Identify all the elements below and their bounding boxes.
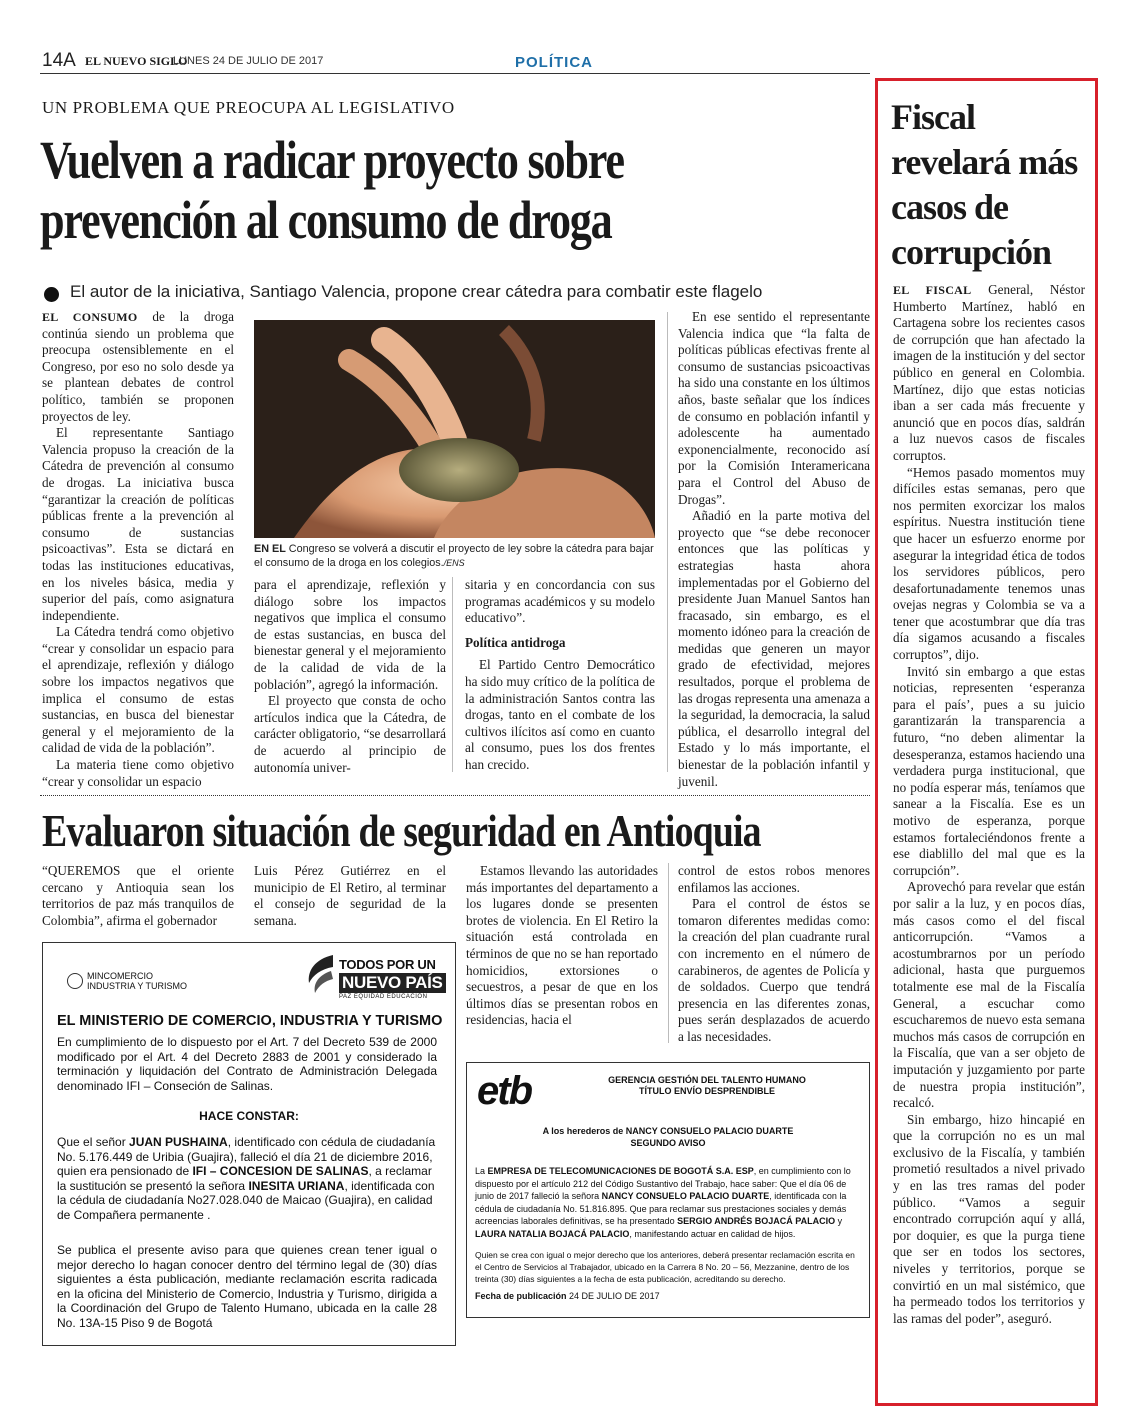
paragraph: control de estos robos menores enfilamos las acciones.	[678, 863, 870, 895]
lead-in: EL FISCAL	[893, 283, 972, 297]
paragraph: La Cátedra tendrá como objetivo “crear y consolidar un espacio para el aprendizaje, reflexión y diálogo sobre los impactos negativos que implica el consumo de estas sustancias, en busca del bienestar general y el mejoramiento de la calidad de vida de la población”.	[42, 624, 234, 756]
photo-caption	[254, 542, 655, 570]
paragraph: para el aprendizaje, reflexión y diálogo sobre los impactos negativos que implica el consumo de estas sustancias, en busca del bienestar general y el mejoramiento de la calidad de vida de la población”, agregó la información.	[254, 577, 446, 692]
paragraph: Aprovechó para revelar que están por salir a la luz, y en pocos días, más casos como el del fiscal anticorrupción. “Vamos a acostumbrarnos por un período adicional, hasta que purguemos totalmente ese mal de la Fiscalía General, a escuchar como escucharemos de nuevo esta semana muchos más casos de corrupción en la Fiscalía, que van a ser objeto de imputación y juzgamiento por parte de nuestra propia institución”, recalcó.	[893, 879, 1085, 1111]
logo-line: MINCOMERCIO	[87, 971, 153, 981]
paper-name: EL NUEVO SIGLO	[85, 54, 188, 68]
page-number: 14A	[42, 50, 76, 71]
sidebar-body	[893, 282, 1085, 1327]
ad-paragraph: En cumplimiento de lo dispuesto por el Art. 7 del Decreto 539 de 2000 modificado por el Art. 4 del Decreto 2883 de 2001 y considerado la terminación y liquidación del Contrato de Administración Delegada denominado IFI – Conseción de Salinas.	[57, 1035, 437, 1093]
sidebar-headline: Fiscal revelará más casos de corrupción	[891, 97, 1078, 272]
header-rule	[40, 73, 870, 74]
paragraph: de la droga continúa siendo un problema que preocupa ostensiblemente en el Congreso, por eso no solo desde ya se plantean debates de control político, también se proponen proyectos de ley.	[42, 309, 234, 424]
text: y	[835, 1216, 843, 1226]
logo-line: INDUSTRIA Y TURISMO	[87, 981, 188, 991]
paragraph: El representante Santiago Valencia propuso la creación de la Cátedra de prevención al consumo de drogas. La iniciativa busca “garantizar la creación de políticas públicas frente a la prevención al consumo de sustancias psicoactivas”. Esta se dictará en todas las instituciones educativas, en los niveles básica, media y superior del país, como asignatura independiente.	[42, 425, 234, 623]
text: , identificado con cédula de ciudadanía No. 5.176.449 de Uribia (Guajira), falleció el día 21 de diciembre 2016, quien era pensionado de	[57, 1135, 436, 1178]
text: , identificada con la cédula de ciudadanía No27.028.040 de Maicao (Guajira), en calidad de Compañera permanente .	[57, 1178, 435, 1222]
lead-in: EL CONSUMO	[42, 310, 138, 324]
second-col-4	[678, 863, 870, 1046]
paragraph: “Hemos pasado momentos muy difíciles estas semanas, pero que nos permiten exorcizar los malos espíritus. Nuestra institución tiene que hacer un esfuerzo enorme por asegurar la integridad ética de todos los servidores públicos, pero desafortunadamente tenemos unas ovejas negras y Colombia se va a tener que acostumbrar que día tras día sigamos acusando a fiscales corruptos”, dijo.	[893, 464, 1085, 663]
issue-date: LUNES 24 DE JULIO DE 2017	[173, 55, 324, 67]
paragraph: En ese sentido el representante Valencia indica que “la falta de políticas públicas efectivas frente al consumo de sustancias psicoactivas ha sido una constante en los últimos años, baste señalar que los índices de consumo en población infantil y adolescente ha aumentado exponencialmente, reconocido así por la Comisión Interamericana para el Control del Abuso de Drogas”.	[678, 309, 870, 507]
text: Que el señor	[57, 1135, 130, 1149]
second-headline: Evaluaron situación de seguridad en Antioquia	[42, 806, 761, 856]
photo-credit: /ENS	[443, 558, 465, 568]
paragraph: Invitó sin embargo a que estas noticias, representen ‘esperanza para el país’, pues a su juicio garantizarán la transparencia a futuro, “no deben alimentar la desesperanza, estamos haciendo una verdadera purga institucional, que no podía esperar más, teníamos que sanear a la Fiscalía. Ese es un motivo de esperanza, porque estamos fortaleciéndonos frente a ese diablillo del mal que es la corrupción”.	[893, 663, 1085, 878]
deck-bullet-icon	[44, 287, 59, 302]
section-label: POLÍTICA	[515, 54, 593, 71]
recipient-line: SEGUNDO AVISO	[630, 1138, 706, 1148]
paragraph: Para el control de éstos se tomaron diferentes medidas como: la creación del plan cuadrante rural con incremento en el número de carabineros, de agentes de Policía y de soldados. Cuerpo que tendrá presencia en las diferentes zonas, pues serán desplazados de acuerdo a las necesidades.	[678, 896, 870, 1044]
paragraph: El proyecto que consta de ocho artículos indica que la Cátedra, de carácter obligatorio, “se desarrollará de acuerdo al principio de autonomía univer-	[254, 693, 446, 775]
column-rule	[668, 863, 669, 1043]
ad-paragraph	[475, 1165, 863, 1240]
paragraph: Luis Pérez Gutiérrez en el municipio de El Retiro, al terminar el consejo de seguridad de la semana.	[254, 863, 446, 928]
column-rule	[667, 312, 668, 772]
paragraph: El Partido Centro Democrático ha sido muy crítico de la política de la administración Santos contra las drogas, tanto en el combate de los cultivos ilícitos así como en cuanto al consumo, pues los dos frentes han crecido.	[465, 657, 655, 772]
paragraph: Estamos llevando las autoridades más importantes del departamento a los lugares donde se presenten brotes de violencia. En El Retiro la situación está controlada en términos de que no se han reportado homicidios, extorsiones o secuestros, a pesar de que en los últimos días se presentan robos en residencias, hacia el	[466, 863, 658, 1028]
date-value: 24 DE JULIO DE 2017	[566, 1291, 660, 1301]
headline-line-1: Vuelven a radicar proyecto sobre	[40, 130, 624, 190]
ad-recipient	[467, 1125, 869, 1149]
second-col-2	[254, 863, 446, 929]
paragraph: General, Néstor Humberto Martínez, habló en Cartagena sobre los recientes casos de corrupción que han afectado la imagen de la institución y del sector público en general en Colombia. Martínez, dijo que estas noticias iban a ser cada más frecuente y anunció que en pocos días, saldrán a luz nuevos casos de fiscales corruptos.	[893, 282, 1086, 463]
paragraph: Añadió en la parte motiva del proyecto que “se debe reconocer entonces que las políticas y estrategias hasta ahora implementadas por el Gobierno del presidente Juan Manuel Santos han fracasado, sin embargo, es el momento idóneo para la creación de medidas que generen un mayor grado de efectividad, mejores resultados, porque el problema de las drogas representa una amenaza a la seguridad, la democracia, la salud pública, el desarrollo integral del Estado y lo más importante, el bienestar de la población infantil y juvenil.	[678, 508, 870, 789]
kicker: UN PROBLEMA QUE PREOCUPA AL LEGISLATIVO	[42, 98, 455, 117]
text: , identificada con la cédula de ciudadanía No. 51.816.895. Que para reclamar sus prestaciones sociales y demás acreencias laborales definitivas, se ha presentado	[475, 1191, 847, 1226]
ad-head	[557, 1075, 857, 1097]
publication-date	[475, 1291, 660, 1301]
name: JUAN PUSHAINA	[129, 1135, 228, 1149]
main-col-1	[42, 309, 234, 790]
coat-of-arms-icon	[67, 973, 83, 989]
caption-lead: EN EL	[254, 543, 286, 555]
name: IFI – CONCESION DE SALINAS	[192, 1164, 369, 1178]
text: La	[475, 1166, 488, 1176]
main-col-3	[465, 577, 655, 774]
section-separator	[40, 795, 870, 796]
paragraph: Sin embargo, hizo hincapié en que la corrupción no es un mal exclusivo de la Fiscalía, y también prometió resultados a nivel privado y en las tres ramas del poder público. “Vamos a seguir encontrado corrupción aquí y allá, por doquier, es que la purga tiene que ser en todos los sectores, niveles y territorios, porque se convirtió en un mal sistémico, que ha permeado todos los territorios y las ramas del poder”, aseguró.	[893, 1111, 1085, 1326]
subhead: Política antidroga	[465, 634, 566, 650]
brand-line: TODOS POR UN	[339, 957, 436, 972]
text: , manifestando actuar en calidad de hijos.	[629, 1228, 796, 1239]
paragraph: La materia tiene como objetivo “crear y consolidar un espacio	[42, 757, 234, 789]
head-line: GERENCIA GESTIÓN DEL TALENTO HUMANO	[608, 1075, 806, 1085]
paragraph: sitaria y en concordancia con sus programas académicos y su modelo educativo”.	[465, 577, 655, 626]
main-col-4	[678, 309, 870, 790]
main-col-2	[254, 577, 446, 776]
photo-hands-drugs	[254, 320, 655, 538]
caption-text: Congreso se volverá a discutir el proyecto de ley sobre la cátedra para bajar el consumo de la droga en los colegios.	[254, 543, 654, 569]
text: , en cumplimiento con lo dispuesto por el artículo 212 del Código Sustantivo del Trabajo, hace saber: Que el día 06 de junio de 2017 falleció la señora	[475, 1166, 851, 1201]
ad-etb	[466, 1062, 870, 1318]
headline	[40, 130, 624, 250]
ad-title: EL MINISTERIO DE COMERCIO, INDUSTRIA Y TURISMO	[57, 1013, 443, 1029]
column-rule	[452, 577, 453, 772]
ad-paragraph: Se publica el presente aviso para que quienes crean tener igual o mejor derecho lo hagan conocer dentro del término legal de (30) días siguientes a ésta publicación, mediante reclamación escrita radicada en la oficina del Ministerio de Comercio, Industria y Turismo, dirigida a la Coordinación del Grupo de Talento Humano, ubicada en la calle 28 No. 13A-15 Piso 9 de Bogotá	[57, 1243, 437, 1330]
brand-line: NUEVO PAÍS	[339, 973, 446, 993]
second-col-3	[466, 863, 658, 1029]
name: INESITA URIANA	[248, 1178, 345, 1193]
date-label: Fecha de publicación	[475, 1291, 567, 1301]
recipient-line: A los herederos de NANCY CONSUELO PALACIO DUARTE	[542, 1126, 794, 1136]
etb-logo: etb	[477, 1069, 531, 1113]
head-line: TÍTULO ENVÍO DESPRENDIBLE	[638, 1086, 775, 1096]
nuevo-pais-icon	[305, 953, 335, 995]
mincomercio-logo	[87, 971, 187, 991]
brand-line: PAZ EQUIDAD EDUCACIÓN	[339, 994, 428, 1000]
name: SERGIO ANDRÉS BOJACÁ PALACIO	[677, 1216, 836, 1226]
ad-subtitle: HACE CONSTAR:	[199, 1109, 299, 1123]
paragraph: “QUEREMOS que el oriente cercano y Antioquia sean los territorios de paz más tranquilos de Colombia”, afirma el gobernador	[42, 863, 234, 928]
ad-mincomercio	[42, 942, 456, 1346]
ad-paragraph: Quien se crea con igual o mejor derecho que los anteriores, deberá presentar reclamación escrita en el Centro de Servicios al Trabajador, ubicado en la Carrera 8 No. 20 – 56, Mezzanine, dentro de los treinta (30) días siguientes a la fecha de esta publicación, acreditando su derecho.	[475, 1250, 855, 1284]
name: NANCY CONSUELO PALACIO DUARTE	[601, 1191, 770, 1201]
name: EMPRESA DE TELECOMUNICACIONES DE BOGOTÁ S.A. ESP	[487, 1166, 754, 1176]
second-col-1	[42, 863, 234, 929]
text: , a reclamar la sustitución se presentó la señora	[57, 1164, 432, 1193]
deck: El autor de la iniciativa, Santiago Valencia, propone crear cátedra para combatir este flagelo	[70, 282, 763, 301]
name: LAURA NATALIA BOJACÁ PALACIO	[475, 1228, 630, 1239]
headline-line-2: prevención al consumo de droga	[40, 190, 612, 250]
ad-paragraph	[57, 1135, 437, 1222]
nuevo-pais-brand	[339, 957, 446, 1000]
